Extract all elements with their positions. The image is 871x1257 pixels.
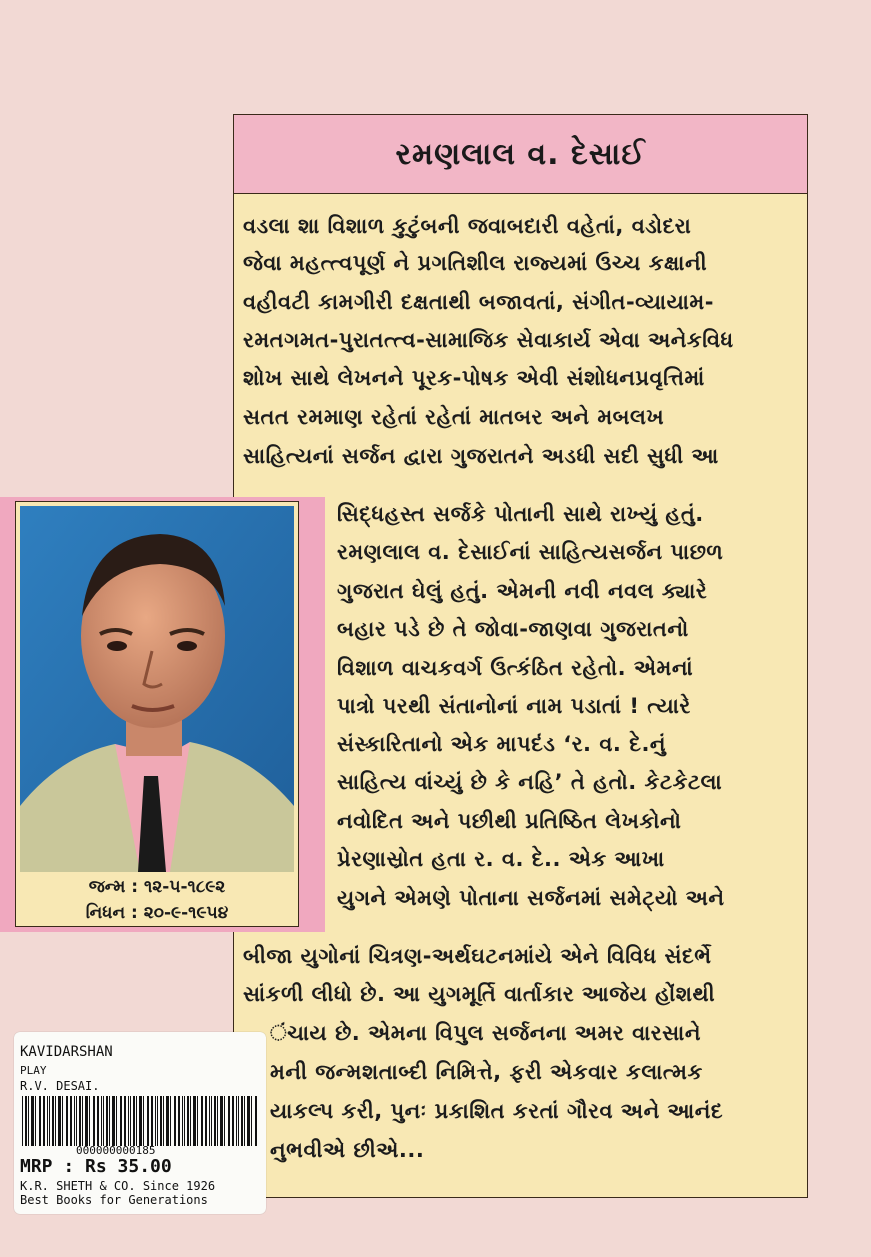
- price-sticker: [14, 1032, 266, 1214]
- bio-line: સતત રમમાણ રહેતાં રહેતાં માતબર અને મબલખ: [243, 405, 665, 429]
- barcode-bar: [211, 1096, 212, 1146]
- barcode-bar: [236, 1096, 237, 1146]
- bio-line: નવોદિત અને પછીથી પ્રતિષ્ઠિત લેખકોનો: [337, 809, 682, 833]
- barcode-bar: [112, 1096, 115, 1146]
- barcode-bar: [116, 1096, 117, 1146]
- bio-line: ગુજરાત ઘેલું હતું. એમની નવી નવલ ક્યારે: [337, 579, 708, 603]
- barcode-bar: [39, 1096, 41, 1146]
- barcode-bar: [197, 1096, 198, 1146]
- barcode-bar: [79, 1096, 81, 1146]
- sticker-price: MRP : Rs 35.00: [20, 1156, 172, 1177]
- birth-date: જન્મ : ૧૨-૫-૧૮૯૨: [88, 877, 226, 897]
- barcode-bar: [22, 1096, 23, 1146]
- barcode-bar: [128, 1096, 129, 1146]
- bio-line: સંસ્કારિતાનો એક માપદંડ ‘ર. વ. દે.નું: [337, 732, 667, 756]
- barcode-bar: [151, 1096, 153, 1146]
- barcode-bar: [160, 1096, 162, 1146]
- barcode-bar: [244, 1096, 245, 1146]
- bio-line: પ્રેરણાસ્રોત હતા ર. વ. દે.. એક આખા: [337, 847, 665, 871]
- barcode-bar: [28, 1096, 29, 1146]
- author-portrait: [20, 506, 294, 872]
- barcode-bar: [47, 1096, 48, 1146]
- bio-line: સાહિત્ય વાંચ્યું છે કે નહિ’ તે હતો. કેટકેટલા: [337, 770, 723, 794]
- bio-line: યુગને એમણે પોતાના સર્જનમાં સમેટ્યો અને: [337, 886, 725, 910]
- bio-line: વિશાળ વાચકવર્ગ ઉત્કંઠિત રહેતો. એમનાં: [337, 656, 694, 680]
- bio-line: સાહિત્યનાં સર્જન દ્વારા ગુજરાતને અડધી સદી સુધી આ: [243, 444, 719, 468]
- sticker-publisher: K.R. SHETH & CO. Since 1926: [20, 1179, 216, 1193]
- barcode-bar: [232, 1096, 234, 1146]
- life-dates: [16, 874, 298, 926]
- barcode-bar: [97, 1096, 99, 1146]
- barcode-bar: [85, 1096, 88, 1146]
- portrait-illustration: [20, 506, 294, 872]
- barcode-bar: [155, 1096, 156, 1146]
- barcode-bar: [170, 1096, 171, 1146]
- portrait-card: [15, 501, 299, 927]
- bio-line: નુભવીએ છીએ...: [270, 1138, 425, 1162]
- barcode-bar: [103, 1096, 104, 1146]
- barcode-bar: [174, 1096, 176, 1146]
- death-date: નિધન : ૨૦-૯-૧૯૫૪: [85, 903, 229, 923]
- barcode-bar: [89, 1096, 90, 1146]
- barcode-bar: [136, 1096, 137, 1146]
- bio-line: બહાર પડે છે તે જોવા-જાણવા ગુજરાતનો: [337, 617, 689, 641]
- bio-line: રમતગમત-પુરાતત્ત્વ-સામાજિક સેવાકાર્ય એવા અનેકવિધ: [243, 328, 734, 352]
- bio-line: રમણલાલ વ. દેસાઈનાં સાહિત્યસર્જન પાછળ: [337, 540, 724, 564]
- barcode-bar: [49, 1096, 50, 1146]
- barcode-bar: [93, 1096, 95, 1146]
- barcode-bar: [209, 1096, 210, 1146]
- barcode-bar: [166, 1096, 169, 1146]
- barcode-bar: [157, 1096, 158, 1146]
- barcode-bar: [251, 1096, 252, 1146]
- bio-line: સિદ્ધહસ્ત સર્જકે પોતાની સાથે રાખ્યું હતું.: [337, 502, 704, 526]
- barcode-bar: [228, 1096, 230, 1146]
- barcode-bar: [217, 1096, 218, 1146]
- barcode-bar: [76, 1096, 77, 1146]
- barcode-bar: [74, 1096, 75, 1146]
- barcode-bar: [130, 1096, 131, 1146]
- barcode-icon: [22, 1096, 258, 1146]
- bio-line: બીજા યુગોનાં ચિત્રણ-અર્થઘટનમાંયે એને વિવિધ સંદર્ભે: [243, 944, 712, 968]
- barcode-bar: [25, 1096, 27, 1146]
- bio-line: જેવા મહત્ત્વપૂર્ણ ને પ્રગતિશીલ રાજ્યમાં ઉચ્ચ કક્ષાની: [243, 251, 708, 275]
- barcode-bar: [184, 1096, 185, 1146]
- barcode-bar: [255, 1096, 257, 1146]
- barcode-bar: [139, 1096, 142, 1146]
- barcode-bar: [190, 1096, 191, 1146]
- bio-line: યાકલ્પ કરી, પુનઃ પ્રકાશિત કરતાં ગૌરવ અને આનંદ: [270, 1099, 724, 1123]
- bio-line: મની જન્મશતાબ્દી નિમિત્તે, ફરી એકવાર કલાત્મક: [270, 1060, 703, 1084]
- bio-line: સાંકળી લીધો છે. આ યુગમૂર્તિ વાર્તાકાર આજેય હોંશથી: [243, 982, 716, 1006]
- barcode-bar: [214, 1096, 216, 1146]
- bio-line: શોખ સાથે લેખનને પૂરક-પોષક એવી સંશોધનપ્રવૃત્તિમાં: [243, 366, 705, 390]
- barcode-bar: [182, 1096, 183, 1146]
- barcode-bar: [187, 1096, 189, 1146]
- portrait-frame: [0, 497, 325, 932]
- barcode-bar: [120, 1096, 122, 1146]
- barcode-bar: [35, 1096, 36, 1146]
- barcode-bar: [205, 1096, 207, 1146]
- barcode-bar: [238, 1096, 239, 1146]
- barcode-bar: [241, 1096, 243, 1146]
- sticker-title: KAVIDARSHAN: [20, 1044, 113, 1060]
- barcode-bar: [193, 1096, 196, 1146]
- barcode-bar: [62, 1096, 63, 1146]
- barcode-bar: [201, 1096, 203, 1146]
- barcode-bar: [133, 1096, 135, 1146]
- barcode-bar: [66, 1096, 68, 1146]
- bio-line: પાત્રો પરથી સંતાનોનાં નામ પડાતાં ! ત્યારે: [337, 694, 691, 718]
- barcode-bar: [220, 1096, 223, 1146]
- barcode-bar: [55, 1096, 56, 1146]
- barcode-bar: [147, 1096, 149, 1146]
- barcode-bar: [101, 1096, 102, 1146]
- bio-line: વડલા શા વિશાળ કુટુંબની જવાબદારી વહેતાં, વડોદરા: [243, 214, 692, 238]
- barcode-bar: [124, 1096, 126, 1146]
- barcode-bar: [109, 1096, 110, 1146]
- sticker-type: PLAY: [20, 1064, 47, 1077]
- barcode-bar: [70, 1096, 72, 1146]
- barcode-bar: [43, 1096, 45, 1146]
- barcode-bar: [52, 1096, 54, 1146]
- barcode-bar: [58, 1096, 61, 1146]
- barcode-bar: [247, 1096, 250, 1146]
- barcode-bar: [163, 1096, 164, 1146]
- barcode-bar: [82, 1096, 83, 1146]
- title-bar: [234, 115, 807, 194]
- barcode-bar: [224, 1096, 225, 1146]
- sticker-tagline: Best Books for Generations: [20, 1193, 208, 1207]
- bio-line: ંચાય છે. એમના વિપુલ સર્જનના અમર વારસાને: [270, 1021, 701, 1045]
- bio-line: વહીવટી કામગીરી દક્ષતાથી બજાવતાં, સંગીત-વ્યાયામ-: [243, 290, 714, 314]
- author-name-heading: રમણલાલ વ. દેસાઈ: [395, 136, 646, 172]
- barcode-bar: [106, 1096, 108, 1146]
- barcode-number: 000000000185: [76, 1144, 156, 1157]
- barcode-bar: [31, 1096, 34, 1146]
- sticker-author: R.V. DESAI.: [20, 1079, 100, 1093]
- barcode-bar: [143, 1096, 144, 1146]
- barcode-bar: [178, 1096, 180, 1146]
